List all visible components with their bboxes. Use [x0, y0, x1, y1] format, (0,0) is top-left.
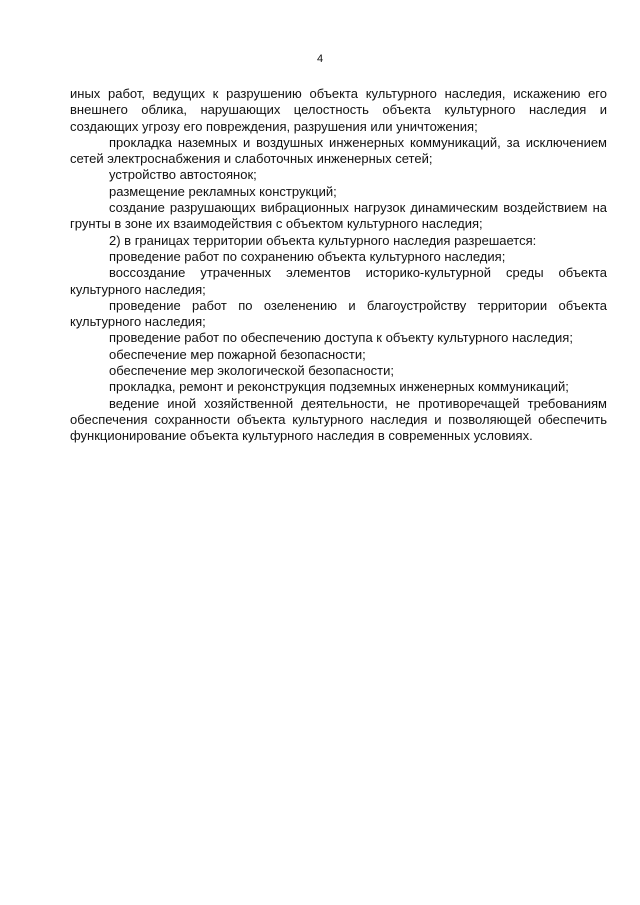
paragraph-landscaping: проведение работ по озеленению и благоустройству территории объекта культурного наследия; [70, 297, 607, 330]
paragraph-fire-safety: обеспечение мер пожарной безопасности; [109, 346, 366, 362]
paragraph-parking: устройство автостоянок; [109, 167, 257, 183]
paragraph-economic-activity: ведение иной хозяйственной деятельности, не противоречащей требованиям обеспечения сохранности объекта культурного наследия и позволяющей обеспечить функционирование объекта культурного наследия в современных условиях. [70, 395, 607, 444]
paragraph-access: проведение работ по обеспечению доступа к объекту культурного наследия; [109, 330, 573, 346]
paragraph-vibration-loads: создание разрушающих вибрационных нагрузок динамическим воздействием на грунты в зоне их взаимодействия с объектом культурного наследия; [70, 200, 607, 232]
paragraph-recreation-elements: воссоздание утраченных элементов историко-культурной среды объекта культурного наследия; [70, 265, 607, 297]
document-body [70, 86, 607, 445]
paragraph-preservation-works: проведение работ по сохранению объекта культурного наследия; [109, 248, 506, 264]
page-number: 4 [316, 53, 324, 65]
paragraph-continuation: иных работ, ведущих к разрушению объекта культурного наследия, искажению его внешнего облика, нарушающих целостность объекта культурного наследия и создающих угрозу его повреждения, разрушения или уничтожения; [70, 86, 607, 134]
paragraph-surface-communications: прокладка наземных и воздушных инженерных коммуникаций, за исключением сетей электроснабжения и слаботочных инженерных сетей; [70, 134, 607, 167]
paragraph-ecological-safety: обеспечение мер экологической безопасности; [109, 363, 395, 379]
paragraph-advertising: размещение рекламных конструкций; [109, 183, 337, 199]
paragraph-permitted-heading: 2) в границах территории объекта культурного наследия разрешается: [109, 232, 537, 248]
paragraph-underground-communications: прокладка, ремонт и реконструкция подземных инженерных коммуникаций; [109, 379, 569, 395]
